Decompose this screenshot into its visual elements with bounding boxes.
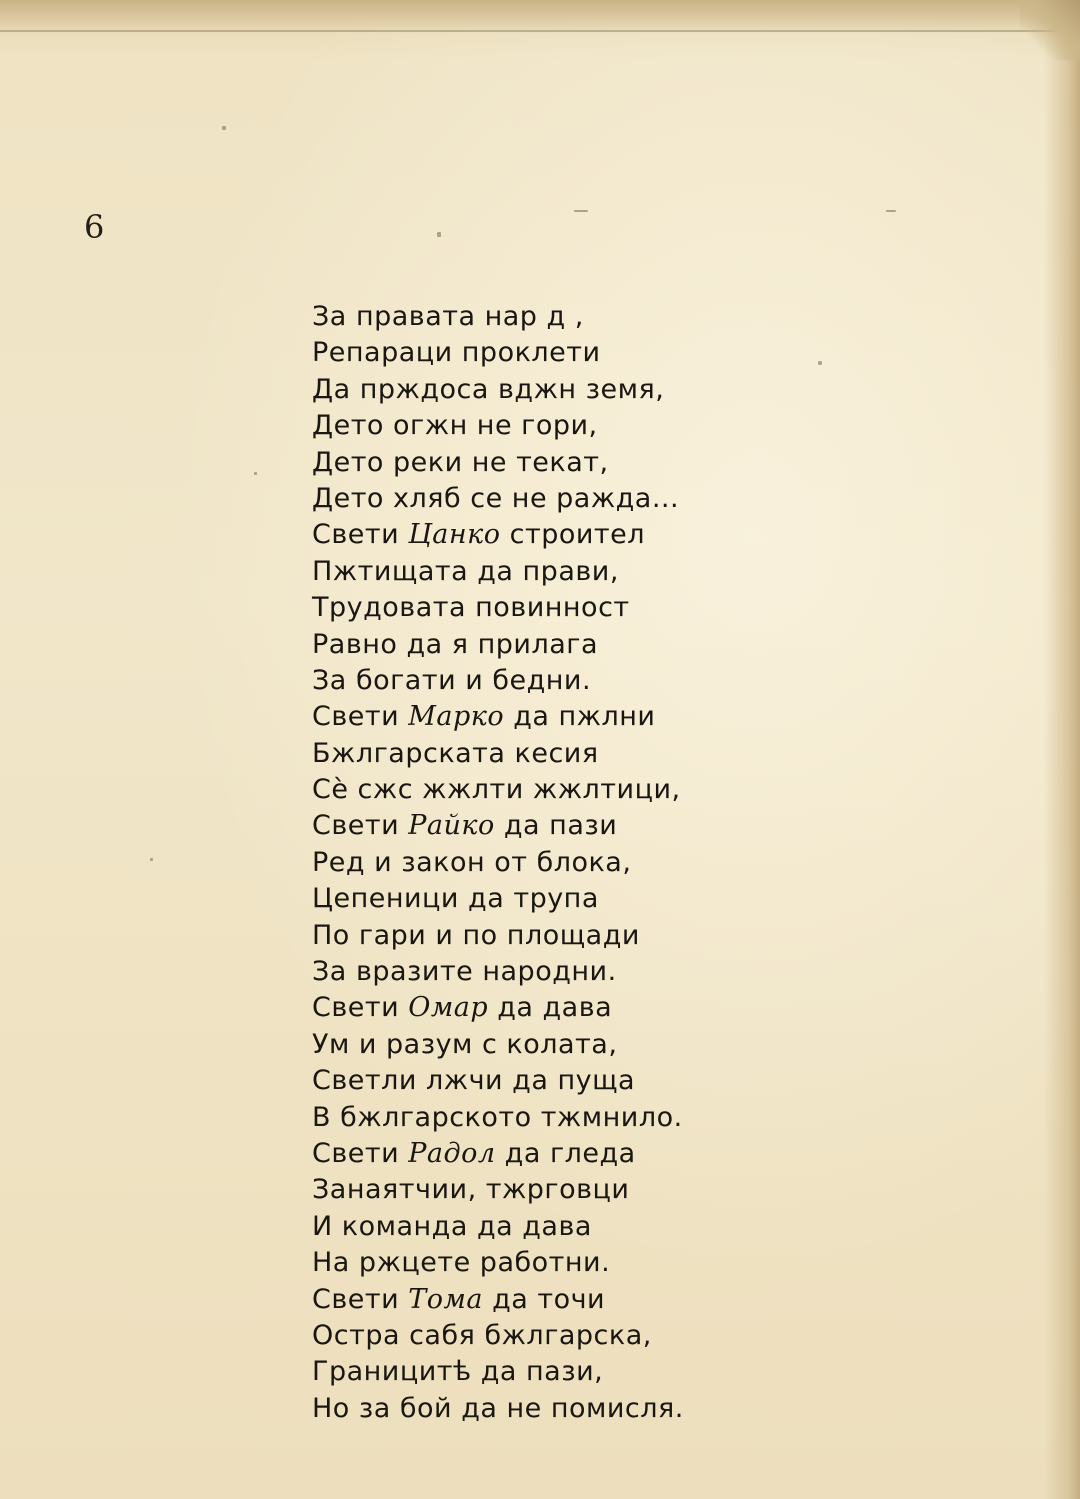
- saint-name: Радол: [408, 1137, 496, 1169]
- poem-line-text: да пази: [494, 810, 618, 842]
- poem-line: Пжтищата да прави,: [312, 555, 619, 587]
- poem-line: [312, 1282, 832, 1318]
- poem-line: Но за бой да не помисля.: [312, 1392, 684, 1424]
- ink-speck: [437, 232, 441, 237]
- poem-line: Сѐ сжс жжлти жжлтици,: [312, 774, 681, 806]
- saint-name: Цанко: [408, 519, 501, 551]
- poem-line-text: Свети: [312, 701, 409, 733]
- page-top-rule: [0, 30, 1080, 32]
- poem-line: [312, 990, 832, 1026]
- page-top-edge: [0, 0, 1080, 34]
- page-number: 6: [84, 208, 105, 246]
- poem-line-text: Свети: [312, 1283, 409, 1315]
- poem-line-text: да точи: [482, 1283, 606, 1315]
- poem-line-text: строител: [500, 519, 646, 551]
- poem-line: Ум и разум с колата,: [312, 1028, 618, 1060]
- saint-name: Омар: [408, 992, 489, 1024]
- poem-line: Остра сабя бжлгарска,: [312, 1319, 652, 1351]
- poem-line: Трудовата повинност: [312, 592, 630, 624]
- poem-line-text: да гледа: [495, 1137, 636, 1169]
- ink-speck: [150, 858, 153, 861]
- poem-line: Светли лжчи да пуща: [312, 1065, 636, 1097]
- ink-speck: [222, 126, 226, 130]
- poem-line-text: Свети: [312, 992, 409, 1024]
- ink-speck: [254, 472, 257, 475]
- poem-line: Дето хляб се не ражда...: [312, 482, 680, 514]
- poem-text: [312, 299, 832, 1427]
- poem-line-text: да пжлни: [504, 701, 656, 733]
- poem-line: [312, 517, 832, 553]
- poem-line: Бжлгарската кесия: [312, 737, 599, 769]
- poem-line: В бжлгарското тжмнило.: [312, 1101, 683, 1133]
- poem-line: Да прждоса вджн земя,: [312, 373, 665, 405]
- poem-line: [312, 699, 832, 735]
- saint-name: Тома: [408, 1283, 483, 1315]
- poem-line: За богати и бедни.: [312, 664, 592, 696]
- poem-line: На ржцете работни.: [312, 1247, 611, 1279]
- poem-line-text: да дава: [488, 992, 613, 1024]
- poem-line-text: Свети: [312, 1137, 409, 1169]
- poem-line: Дето реки не текат,: [312, 446, 609, 478]
- poem-line: Цепеници да трупа: [312, 883, 599, 915]
- poem-line: Ред и закон от блока,: [312, 846, 632, 878]
- poem-line: Занаятчии, тжрговци: [312, 1174, 630, 1206]
- poem-line: Равно да я прилага: [312, 628, 598, 660]
- saint-name: Райко: [408, 810, 495, 842]
- page-right-edge: [1044, 0, 1080, 1499]
- page-corner-fold: [1020, 0, 1080, 60]
- poem-line: Репараци проклети: [312, 337, 601, 369]
- poem-line: По гари и по площади: [312, 919, 640, 951]
- poem-line: Границитѣ да пази,: [312, 1356, 604, 1388]
- poem-line-text: Свети: [312, 810, 409, 842]
- poem-line: [312, 808, 832, 844]
- poem-line: За правата нар д ,: [312, 301, 584, 332]
- poem-line: [312, 1136, 832, 1172]
- poem-line: Дето огжн не гори,: [312, 410, 598, 442]
- saint-name: Марко: [408, 701, 505, 733]
- poem-line: И команда да дава: [312, 1210, 592, 1242]
- poem-line: За вразите народни.: [312, 956, 617, 988]
- poem-line-text: Свети: [312, 519, 409, 551]
- ink-speck: [886, 210, 896, 212]
- ink-speck: [574, 210, 588, 212]
